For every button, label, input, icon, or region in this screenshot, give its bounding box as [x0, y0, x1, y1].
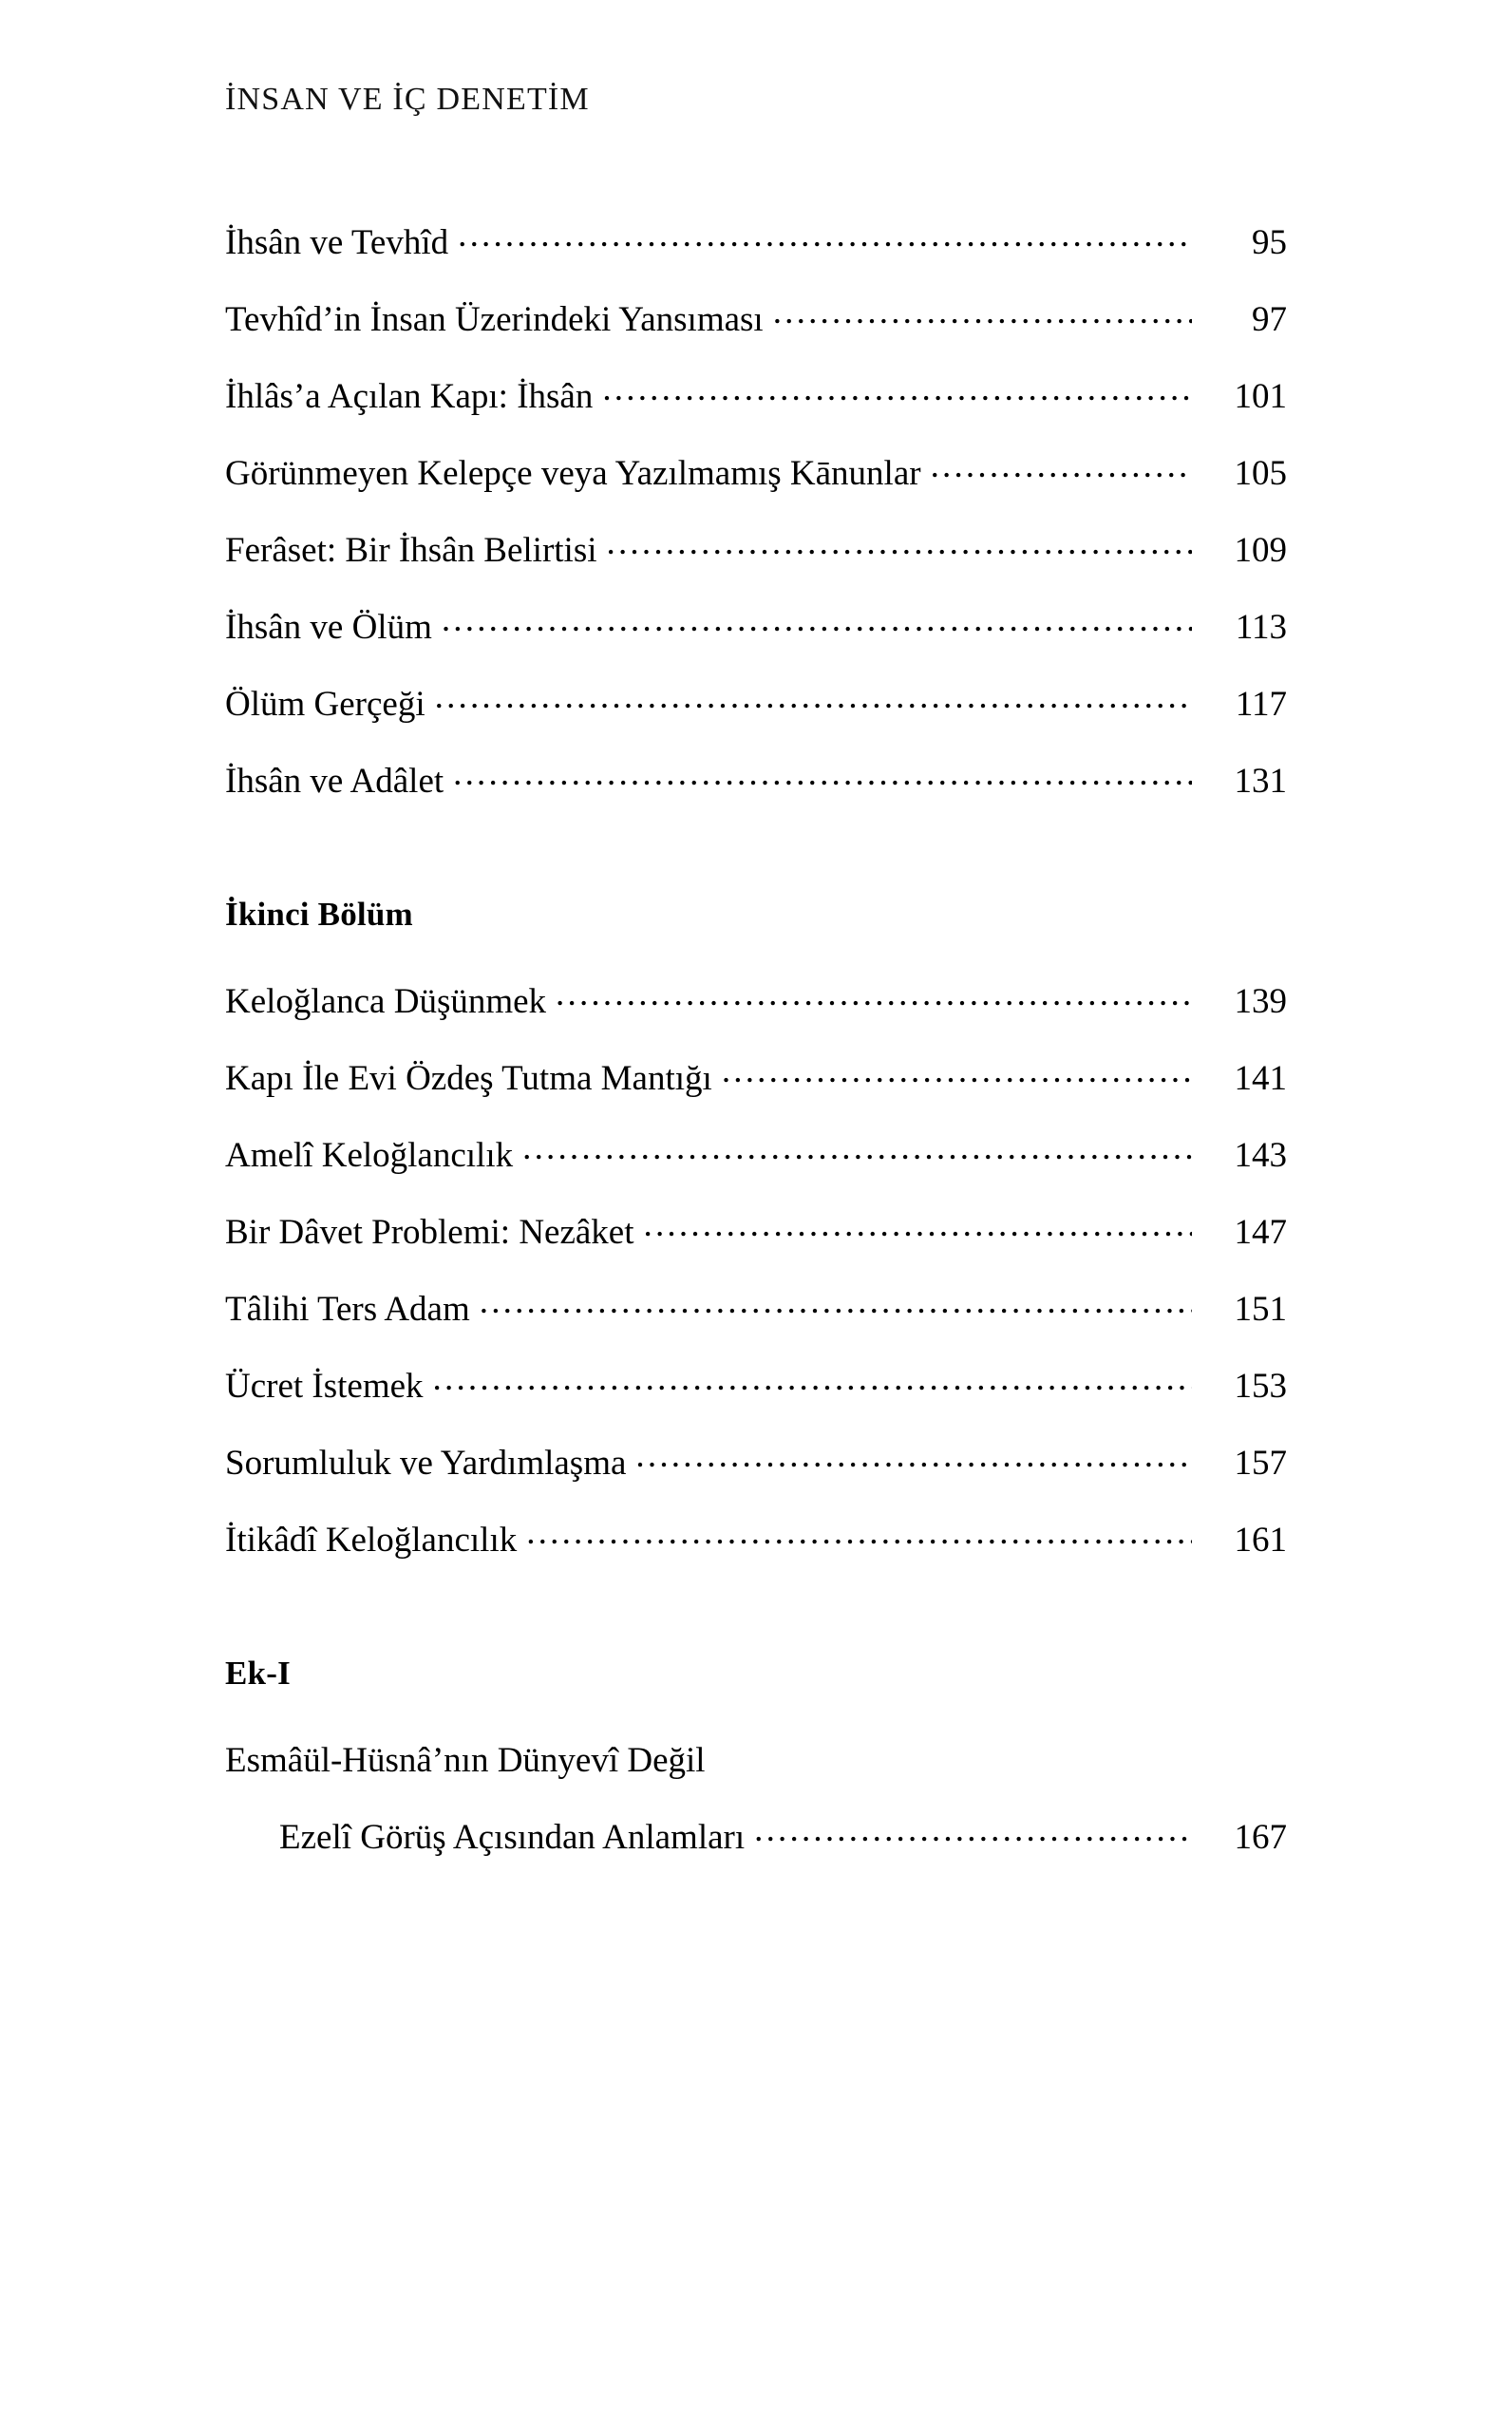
toc-entry[interactable]: [225, 1722, 1287, 1799]
toc-entry-title: Ölüm Gerçeği: [225, 685, 425, 724]
toc-dot-leader: [433, 1362, 1192, 1397]
toc-dot-leader: [442, 603, 1192, 638]
toc-entry-page-number: 117: [1235, 685, 1287, 724]
toc-entry-page-number: 143: [1234, 1136, 1287, 1175]
toc-dot-leader: [754, 1813, 1192, 1848]
toc-entry-title: Amelî Keloğlancılık: [225, 1136, 514, 1175]
running-header: İNSAN VE İÇ DENETİM: [225, 82, 590, 117]
toc-entry[interactable]: [225, 666, 1287, 743]
toc-entry-title: Sorumluluk ve Yardımlaşma: [225, 1444, 627, 1483]
toc-group: [225, 820, 1287, 1579]
toc-entry[interactable]: [225, 435, 1287, 512]
toc-dot-leader: [480, 1285, 1192, 1320]
toc-entry-title: Görünmeyen Kelepçe veya Yazılmamış Kānunlar: [225, 454, 921, 493]
toc-entry-page-number: 153: [1234, 1367, 1287, 1406]
toc-entry-page-number: 147: [1234, 1213, 1287, 1252]
toc-entry-title: İhlâs’a Açılan Kapı: İhsân: [225, 377, 594, 416]
toc-entry-title: Tevhîd’in İnsan Üzerindeki Yansıması: [225, 300, 764, 339]
toc-entry[interactable]: [225, 1425, 1287, 1502]
toc-entry-page-number: 141: [1234, 1059, 1287, 1098]
toc-entry[interactable]: [225, 1271, 1287, 1348]
toc-entry[interactable]: [225, 358, 1287, 435]
toc-dot-leader: [435, 680, 1192, 715]
toc-entry[interactable]: [225, 1117, 1287, 1194]
toc-dot-leader: [722, 1054, 1192, 1089]
toc-entry-page-number: 157: [1234, 1444, 1287, 1483]
toc-dot-leader: [556, 977, 1192, 1012]
toc-entry-title: Ferâset: Bir İhsân Belirtisi: [225, 531, 597, 570]
toc-entry-title: Esmâül-Hüsnâ’nın Dünyevî Değil: [225, 1741, 706, 1780]
toc-entry-page-number: 167: [1234, 1818, 1287, 1857]
toc-entry-page-number: 139: [1234, 982, 1287, 1021]
toc-dot-leader: [607, 526, 1192, 561]
toc-entry-title: Bir Dâvet Problemi: Nezâket: [225, 1213, 634, 1252]
toc-entry-page-number: 105: [1234, 454, 1287, 493]
toc-entry[interactable]: [225, 281, 1287, 358]
toc-group: [225, 1579, 1287, 1876]
toc-entry[interactable]: [225, 1502, 1287, 1579]
toc-dot-leader: [526, 1516, 1192, 1551]
toc-entry-page-number: 101: [1234, 377, 1287, 416]
toc-dot-leader: [602, 372, 1192, 407]
toc-entry[interactable]: [225, 743, 1287, 820]
toc-entry[interactable]: [225, 1799, 1287, 1876]
section-gap: [225, 1579, 1287, 1656]
toc-dot-leader: [635, 1439, 1192, 1474]
toc-entry-page-number: 151: [1234, 1290, 1287, 1329]
section-gap: [225, 820, 1287, 898]
toc-entry[interactable]: [225, 1040, 1287, 1117]
toc-entry[interactable]: [225, 589, 1287, 666]
toc-entry-title: Ezelî Görüş Açısından Anlamları: [279, 1818, 746, 1857]
toc-dot-leader: [458, 218, 1192, 254]
toc-entry-title: İtikâdî Keloğlancılık: [225, 1521, 518, 1560]
table-of-contents: [225, 204, 1287, 1876]
toc-entry[interactable]: [225, 963, 1287, 1040]
toc-entry-page-number: 113: [1235, 608, 1287, 647]
toc-entry-page-number: 95: [1252, 223, 1287, 262]
toc-entry-title: Keloğlanca Düşünmek: [225, 982, 547, 1021]
toc-entry[interactable]: [225, 1348, 1287, 1425]
toc-entry-page-number: 161: [1234, 1521, 1287, 1560]
toc-entry-page-number: 131: [1234, 762, 1287, 801]
toc-entry-page-number: 97: [1252, 300, 1287, 339]
toc-dot-leader: [773, 295, 1192, 331]
toc-entry-title: Tâlihi Ters Adam: [225, 1290, 470, 1329]
toc-entry[interactable]: [225, 204, 1287, 281]
toc-dot-leader: [644, 1208, 1192, 1243]
toc-group: [225, 204, 1287, 820]
toc-entry-title: İhsân ve Tevhîd: [225, 223, 449, 262]
toc-entry-title: İhsân ve Adâlet: [225, 762, 444, 801]
toc-entry-page-number: 109: [1234, 531, 1287, 570]
toc-dot-leader: [453, 757, 1192, 792]
toc-entry-title: Kapı İle Evi Özdeş Tutma Mantığı: [225, 1059, 712, 1098]
section-heading: İkinci Bölüm: [225, 896, 413, 933]
section-heading: Ek-I: [225, 1655, 291, 1692]
toc-entry[interactable]: [225, 512, 1287, 589]
toc-entry[interactable]: [225, 1194, 1287, 1271]
toc-entry-title: Ücret İstemek: [225, 1367, 424, 1406]
toc-dot-leader: [931, 449, 1192, 484]
toc-dot-leader: [522, 1131, 1192, 1166]
toc-entry-title: İhsân ve Ölüm: [225, 608, 432, 647]
